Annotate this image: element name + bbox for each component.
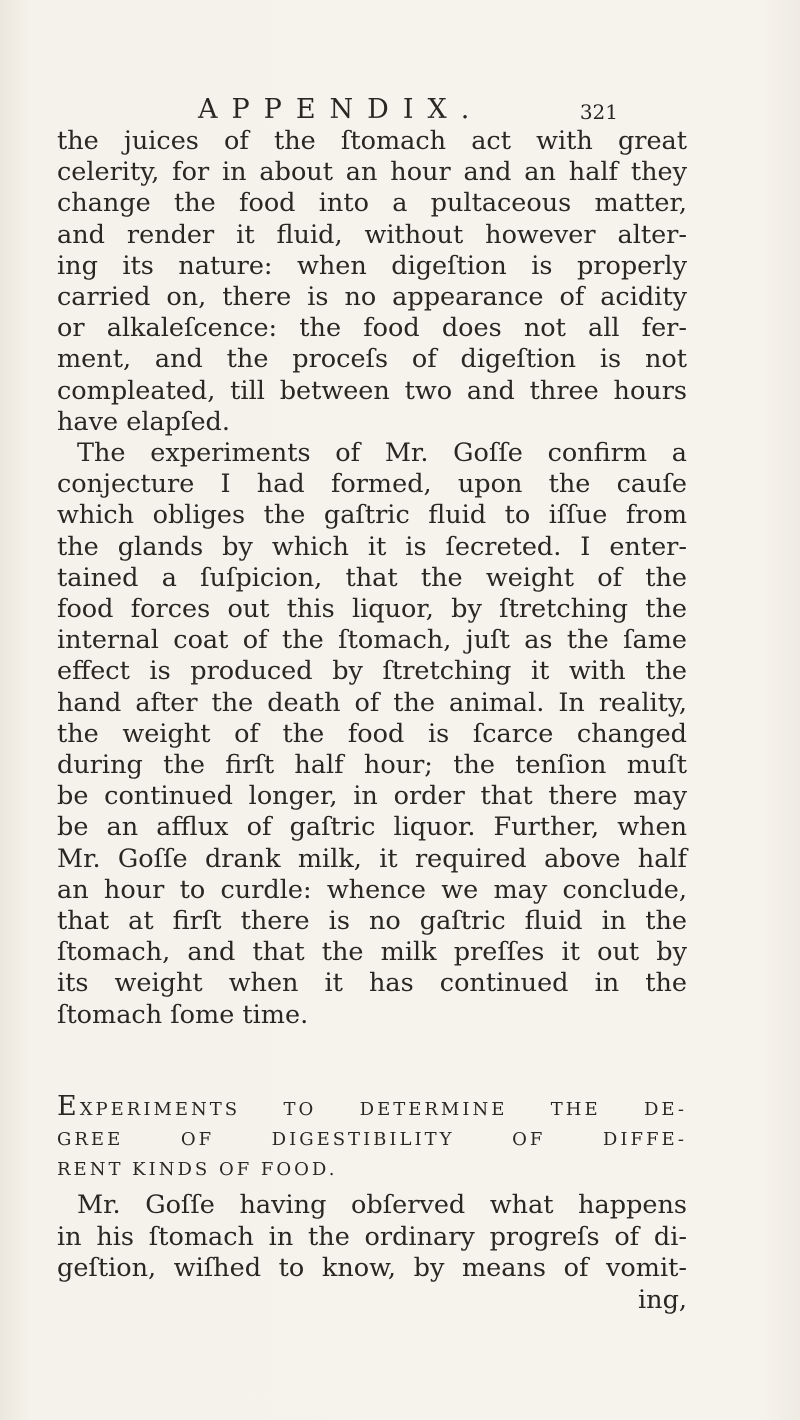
text-line: the glands by which it is ſecreted. I enter- (57, 531, 687, 562)
text-line: Mr. Goſſe drank milk, it required above half (57, 843, 687, 874)
text-line: the juices of the ſtomach act with great (57, 126, 687, 156)
text-line: geſtion, wiſhed to know, by means of vomit- (57, 1253, 687, 1283)
section-heading (57, 1092, 687, 1185)
text-line: or alkaleſcence: the food does not all fer- (57, 313, 687, 344)
body-text-block (57, 1190, 687, 1316)
text-line: internal coat of the ſtomach, juſt as the ſame (57, 625, 687, 656)
text-line: have elapſed. (57, 406, 230, 437)
body-text-block (57, 126, 687, 1031)
text-line: The experiments of Mr. Goſſe confirm a (77, 438, 687, 469)
text-line: ing its nature: when digeſtion is properly (57, 250, 687, 281)
text-line: and render it fluid, without however alter- (57, 219, 687, 250)
text-line: conjecture I had formed, upon the cauſe (57, 469, 687, 500)
text-line: in his ſtomach in the ordinary progreſs of di- (57, 1221, 687, 1252)
text-line: change the food into a pultaceous matter, (57, 188, 687, 219)
text-line: the weight of the food is ſcarce changed (57, 718, 687, 749)
heading-line: EXPERIMENTS TO DETERMINE THE DE- (57, 1091, 687, 1122)
text-line: compleated, till between two and three hours (57, 375, 687, 406)
running-header (198, 94, 618, 125)
heading-line: GREE OF DIGESTIBILITY OF DIFFE- (57, 1129, 687, 1150)
heading-line: RENT KINDS OF FOOD. (57, 1159, 338, 1180)
catchword: ing, (637, 1284, 687, 1315)
text-line: during the firſt half hour; the tenſion muſt (57, 750, 687, 781)
text-line: celerity, for in about an hour and an half they (57, 157, 687, 188)
text-line: which obliges the gaſtric fluid to iſſue from (57, 500, 687, 531)
page-number: 321 (579, 100, 618, 124)
text-line: effect is produced by ſtretching it with the (57, 656, 687, 687)
text-line: food forces out this liquor, by ſtretching the (57, 594, 687, 625)
text-line: its weight when it has continued in the (57, 968, 687, 999)
text-line: ment, and the proceſs of digeſtion is not (57, 344, 687, 375)
text-line: that at firſt there is no gaſtric fluid in the (57, 906, 687, 937)
drop-capital: E (57, 1091, 80, 1122)
text-line: be an afflux of gaſtric liquor. Further, when (57, 812, 687, 843)
text-line: Mr. Goſſe having obſerved what happens (77, 1190, 687, 1220)
text-line: tained a ſuſpicion, that the weight of the (57, 562, 687, 593)
text-line: ſtomach, and that the milk preſſes it out by (57, 937, 687, 968)
text-line: carried on, there is no appearance of acidity (57, 282, 687, 313)
running-title: APPENDIX. (198, 94, 484, 125)
text-line: be continued longer, in order that there may (57, 781, 687, 812)
text-line: ſtomach ſome time. (57, 999, 309, 1030)
text-line: an hour to curdle: whence we may conclude, (57, 874, 687, 905)
text-line: hand after the death of the animal. In reality, (57, 687, 687, 718)
